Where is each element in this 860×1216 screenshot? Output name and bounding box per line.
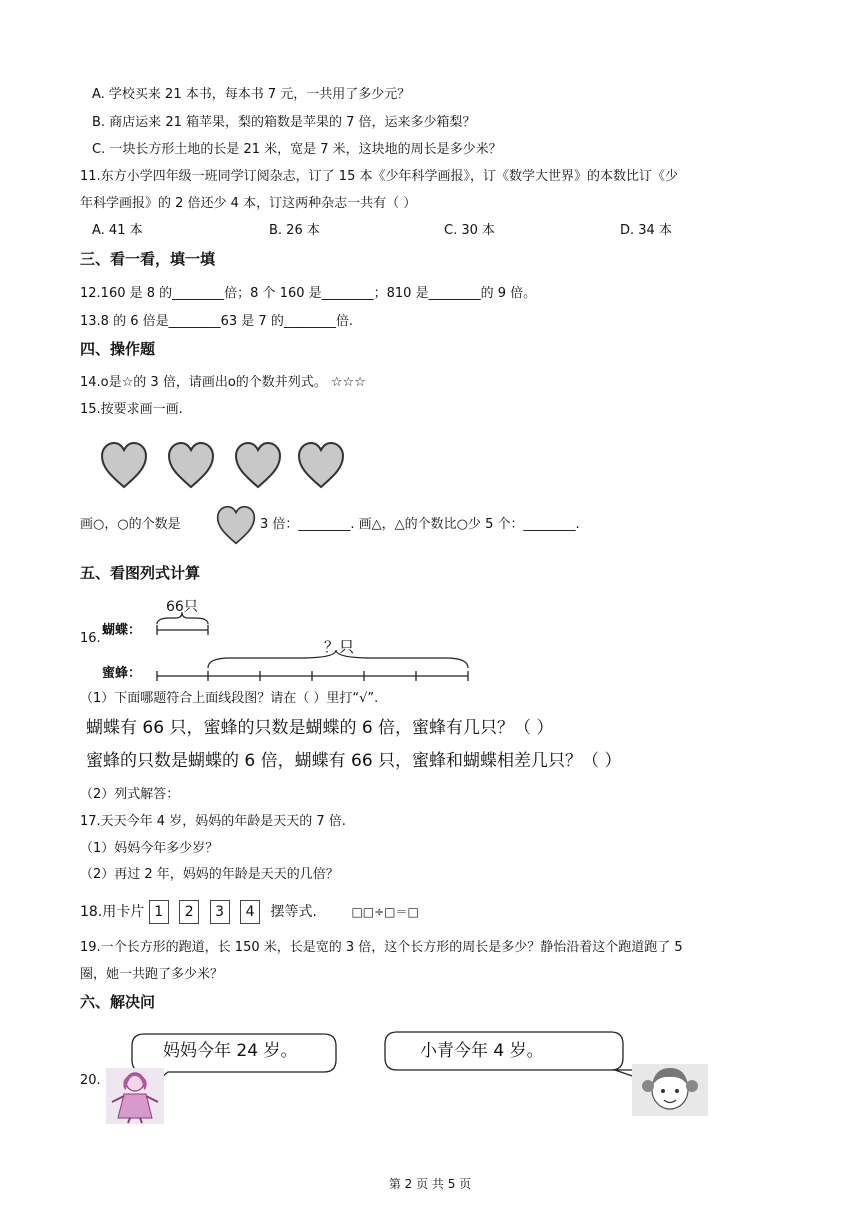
q18-formula: □□÷□＝□ — [351, 905, 419, 919]
bubble-right-text: 小青今年 4 岁。 — [420, 1041, 544, 1061]
butterfly-value: 66只 — [166, 599, 198, 615]
butterfly-brace — [157, 612, 208, 624]
q16-choice2: 蜜蜂的只数是蝴蝶的 6 倍，蝴蝶有 66 只，蜜蜂和蝴蝶相差几只？（ ） — [86, 751, 622, 771]
q17-sub2: （2）再过 2 年，妈妈的年龄是天天的几倍？ — [80, 867, 339, 882]
q16-sub1: （1）下面哪题符合上面线段图？请在（ ）里打“√”. — [80, 691, 379, 706]
q20-number: 20. — [80, 1073, 101, 1088]
q10-option-c: C. 一块长方形土地的长是 21 米，宽是 7 米，这块地的周长是多少米？ — [92, 142, 502, 157]
q19-line2: 圈，她一共跑了多少米？ — [80, 967, 224, 982]
heart-icon — [236, 443, 280, 487]
q16-sub2: （2）列式解答： — [80, 787, 180, 802]
number-card-3: 3 — [210, 900, 230, 924]
mother-figure-icon — [106, 1068, 164, 1124]
number-card-4: 4 — [240, 900, 260, 924]
hearts-row — [100, 440, 350, 492]
q16-number: 16. — [80, 631, 101, 646]
q15-title: 15.按要求画一画. — [80, 402, 183, 417]
section6-title: 六、解决问 — [80, 993, 156, 1011]
q14-text: 14.o是☆的 3 倍，请画出o的个数并列式。 ☆☆☆ — [80, 375, 366, 390]
bubble-left-text: 妈妈今年 24 岁。 — [163, 1041, 298, 1061]
heart-icon — [169, 443, 213, 487]
section5-title: 五、看图列式计算 — [80, 564, 201, 582]
q13-text: 13.8 的 6 倍是________63 是 7 的________倍. — [80, 314, 353, 329]
heart-icon-inline — [216, 505, 256, 545]
q12-text: 12.160 是 8 的________倍；8 个 160 是________；810 是________的 9 倍。 — [80, 286, 537, 301]
q15-line-part2: 3 倍：________. 画△，△的个数比○少 5 个：________. — [260, 517, 580, 532]
number-card-2: 2 — [179, 900, 199, 924]
q15-line-part1: 画○，○的个数是 — [80, 517, 181, 532]
bee-value: ？只 — [324, 638, 355, 656]
heart-icon — [102, 443, 146, 487]
q11-option-d: D. 34 本 — [620, 223, 672, 238]
q11-option-b: B. 26 本 — [269, 223, 320, 238]
bee-label: 蜜蜂： — [102, 666, 142, 681]
page-footer: 第 2 页 共 5 页 — [388, 1177, 472, 1191]
q19-line1: 19.一个长方形的跑道，长 150 米，长是宽的 3 倍，这个长方形的周长是多少？静怡沿着这个跑道跑了 5 — [80, 940, 683, 955]
q11-line2: 年科学画报》的 2 倍还少 4 本，订这两种杂志一共有（ ） — [80, 196, 417, 211]
q17-sub1: （1）妈妈今年多少岁？ — [80, 841, 219, 856]
section4-title: 四、操作题 — [80, 340, 156, 358]
q17-title: 17.天天今年 4 岁，妈妈的年龄是天天的 7 倍. — [80, 814, 346, 829]
number-card-1: 1 — [149, 900, 169, 924]
q10-option-a: A. 学校买来 21 本书，每本书 7 元，一共用了多少元？ — [92, 87, 411, 102]
heart-icon — [299, 443, 343, 487]
bee-brace — [208, 650, 468, 668]
q18-prefix: 18.用卡片 — [80, 904, 145, 920]
q18-line — [80, 899, 419, 925]
butterfly-label: 蝴蝶： — [102, 623, 142, 638]
q18-suffix: 摆等式. — [270, 904, 317, 920]
line-segment-diagram — [150, 610, 480, 690]
q11-option-a: A. 41 本 — [92, 223, 143, 238]
girl-figure-icon — [632, 1064, 708, 1116]
q11-option-c: C. 30 本 — [444, 223, 496, 238]
section3-title: 三、看一看，填一填 — [80, 250, 216, 268]
q16-choice1: 蝴蝶有 66 只，蜜蜂的只数是蝴蝶的 6 倍，蜜蜂有几只？（ ） — [86, 718, 554, 738]
q11-line1: 11.东方小学四年级一班同学订阅杂志，订了 15 本《少年科学画报》，订《数学大世界》的本数比订《少 — [80, 169, 678, 184]
q10-option-b: B. 商店运来 21 箱苹果，梨的箱数是苹果的 7 倍，运来多少箱梨？ — [92, 115, 476, 130]
